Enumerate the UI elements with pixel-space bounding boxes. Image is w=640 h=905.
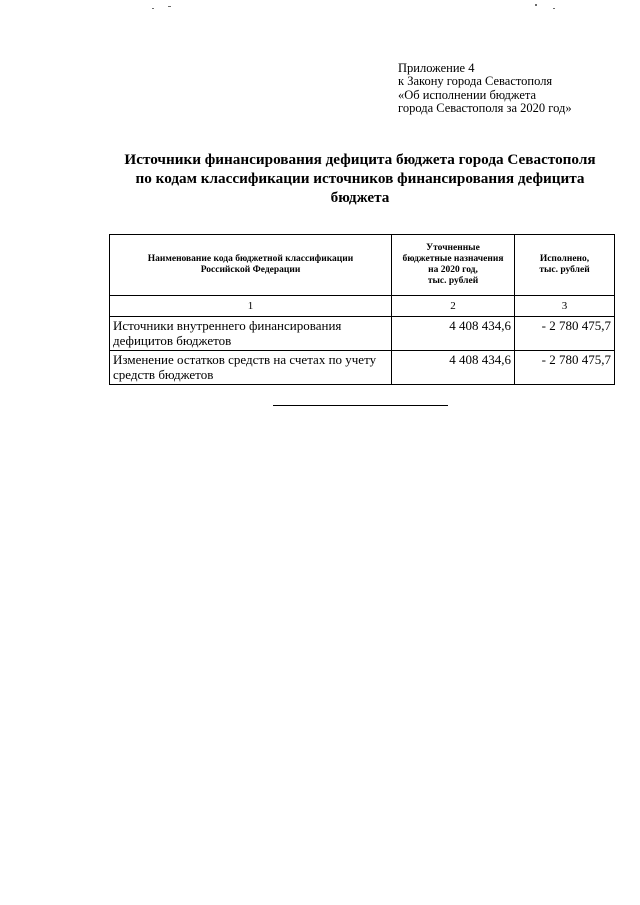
title-line: бюджета [330,189,390,206]
row-name: Изменение остатков средств на счетах по учету средств бюджетов [110,351,392,385]
header-planned-amount: Уточненные бюджетные назначения на 2020 год, тыс. рублей [392,235,515,296]
appendix-line: к Закону города Севастополя [398,74,553,89]
financing-sources-table [109,234,615,385]
appendix-note [398,62,628,115]
table-row [110,351,615,385]
scan-mark [152,8,154,9]
document-title [100,150,620,207]
appendix-line: города Севастополя за 2020 год» [398,100,572,115]
header-executed-amount: Исполнено, тыс. рублей [515,235,615,296]
column-number: 1 [110,296,392,317]
row-planned-amount: 4 408 434,6 [392,351,515,385]
row-executed-amount: - 2 780 475,7 [515,317,615,351]
scan-mark [168,6,171,7]
title-line: по кодам классификации источников финансирования дефицита [135,170,585,187]
scan-mark [553,8,555,9]
row-planned-amount: 4 408 434,6 [392,317,515,351]
column-number: 3 [515,296,615,317]
title-line: Источники финансирования дефицита бюджета города Севастополя [124,151,596,168]
appendix-line: Приложение 4 [398,61,475,75]
column-number-row [110,296,615,317]
header-classification-code: Наименование кода бюджетной классификации Российской Федерации [110,235,392,296]
appendix-line: «Об исполнении бюджета [398,87,537,102]
column-number: 2 [392,296,515,317]
row-executed-amount: - 2 780 475,7 [515,351,615,385]
table-header-row [110,235,615,296]
scan-mark [535,4,537,6]
row-name: Источники внутреннего финансирования дефицитов бюджетов [110,317,392,351]
closing-divider-line [273,405,448,406]
table-row [110,317,615,351]
